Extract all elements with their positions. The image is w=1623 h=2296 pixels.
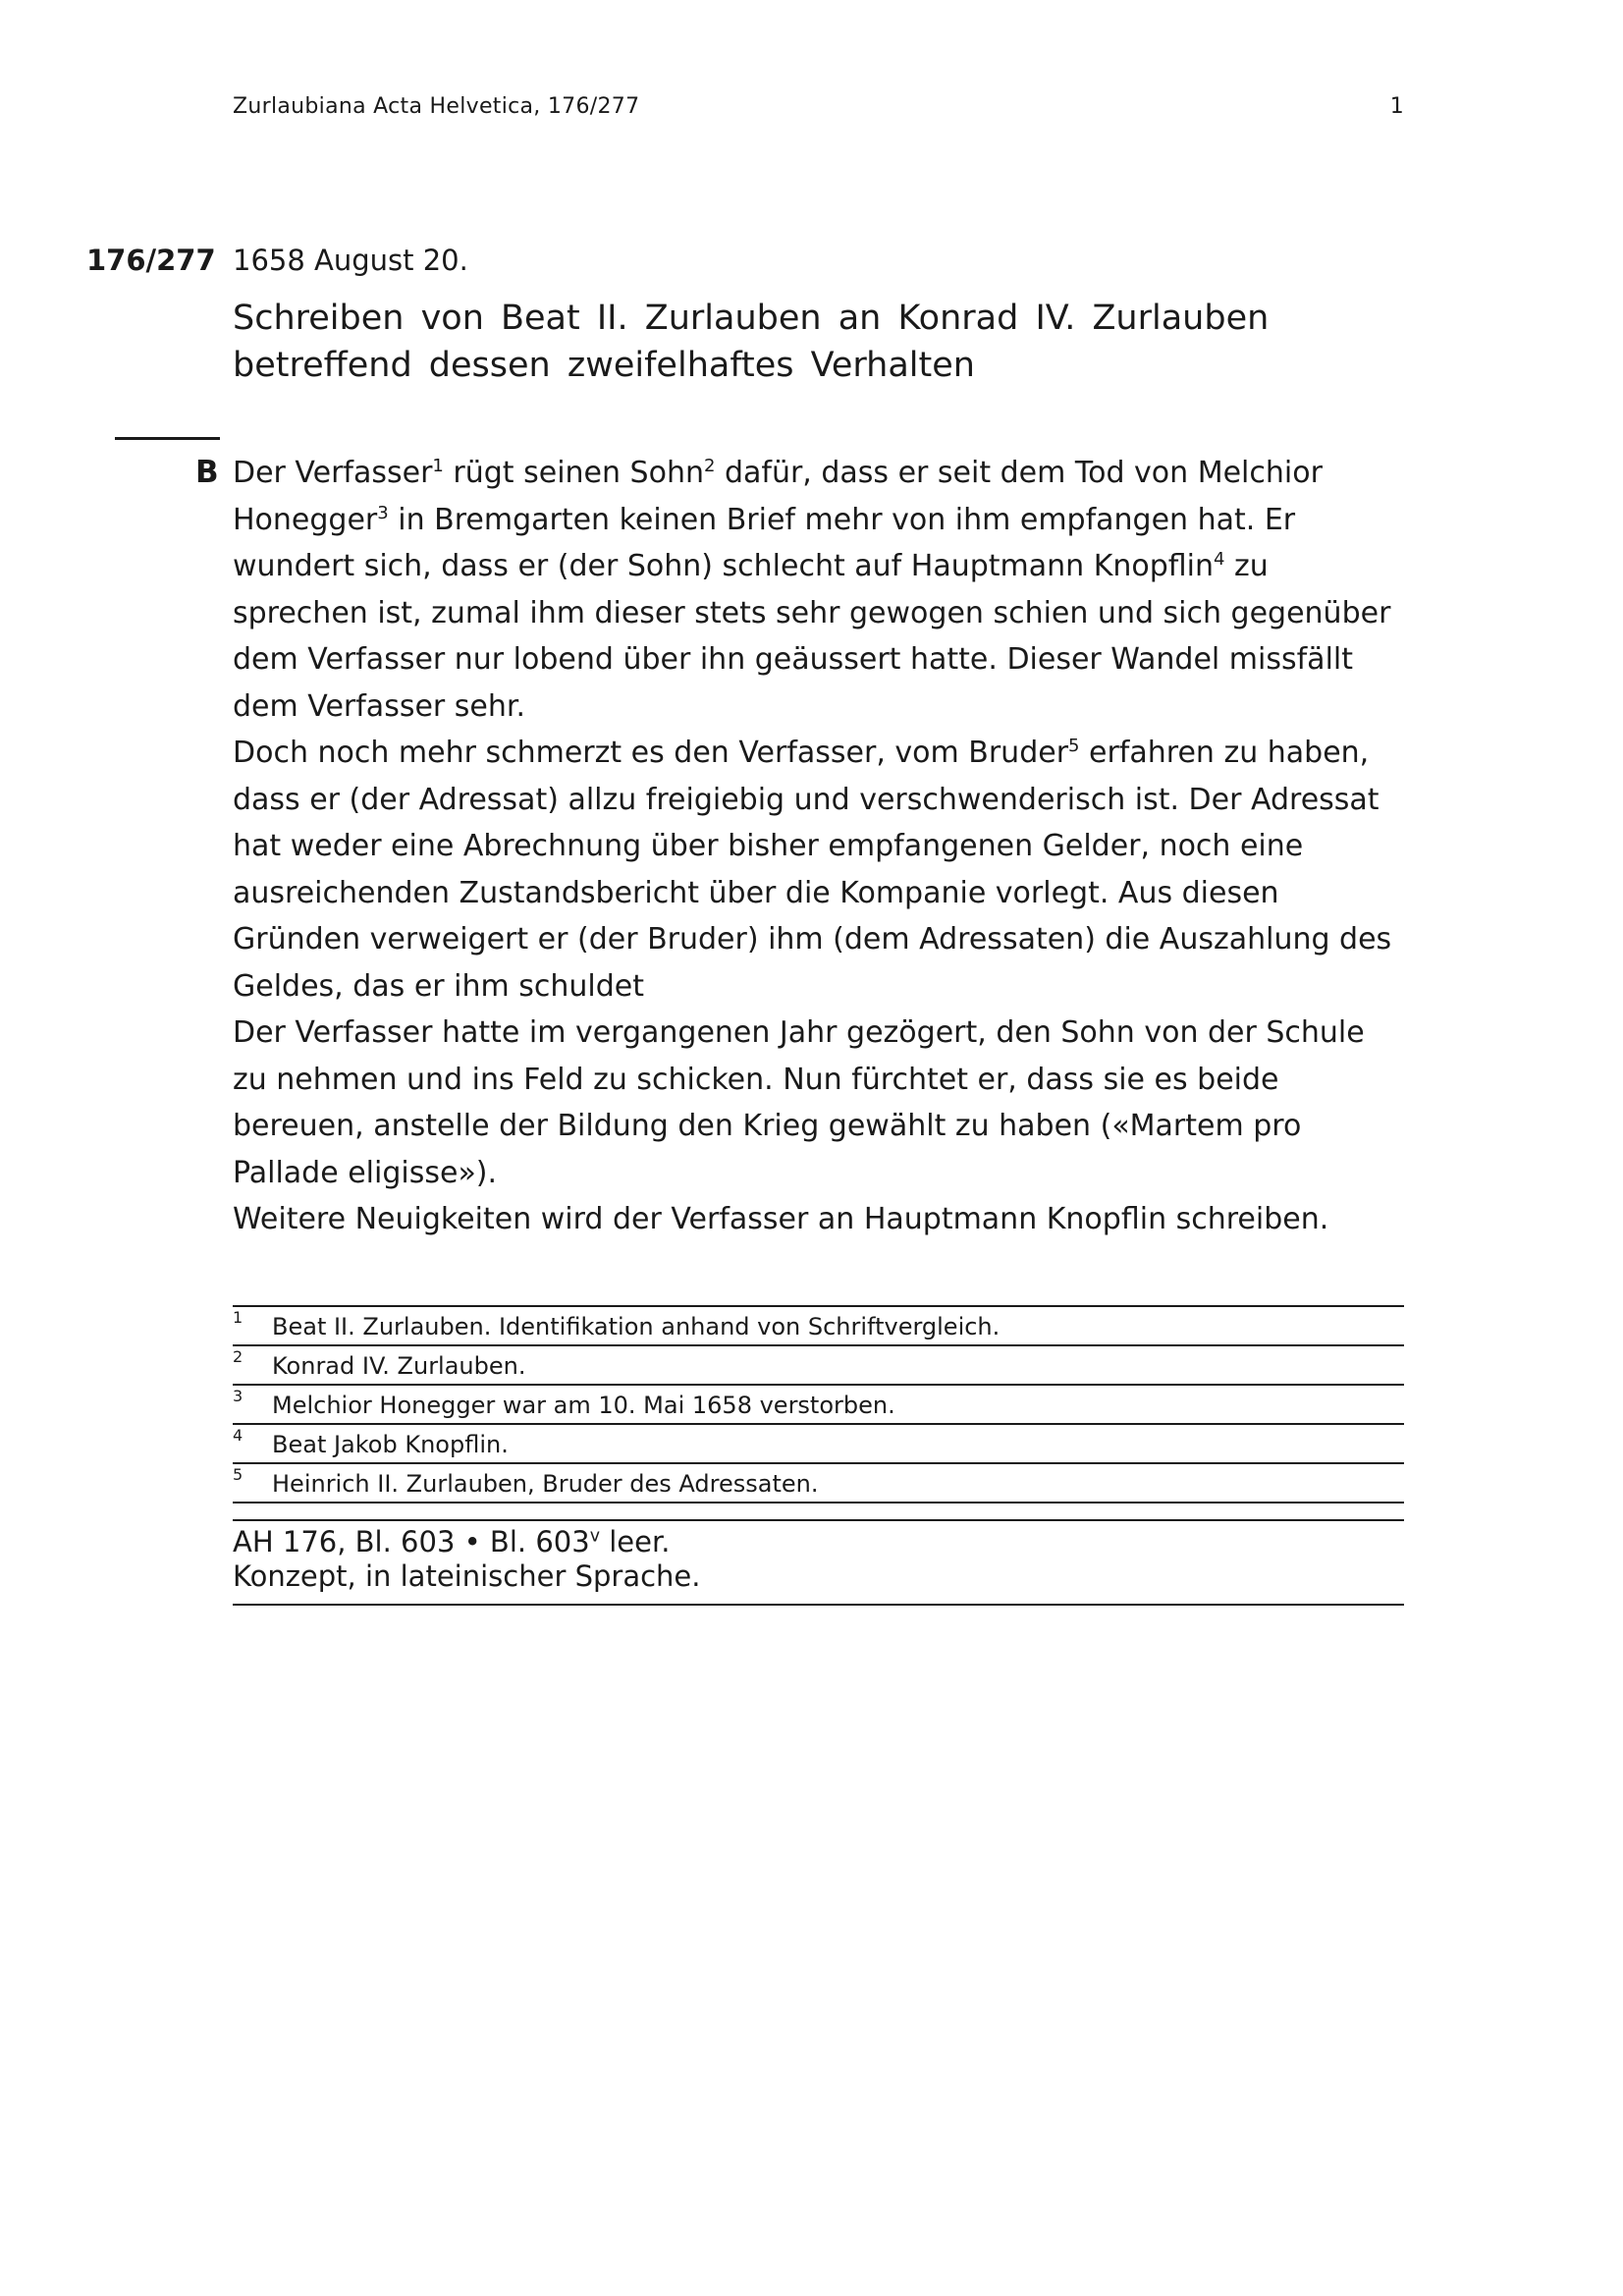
source-line-1: AH 176, Bl. 603 • Bl. 603$^v$ leer.	[233, 1525, 671, 1558]
footnote-number: 5	[233, 1465, 243, 1484]
regest-paragraph-4: Weitere Neuigkeiten wird der Verfasser an Hauptmann Knopflin schreiben.	[233, 1202, 1329, 1236]
footnote-item	[233, 1307, 1404, 1346]
footnote-item	[233, 1386, 1404, 1425]
footnote-text: Konrad IV. Zurlauben.	[272, 1352, 526, 1380]
footnote-item	[233, 1425, 1404, 1464]
section-marker: B	[195, 455, 219, 490]
footnotes	[233, 1305, 1404, 1503]
footnote-item	[233, 1464, 1404, 1503]
footnote-number: 2	[233, 1347, 243, 1366]
footnote-number: 4	[233, 1426, 243, 1445]
footnote-item	[233, 1346, 1404, 1386]
source-line-2: Konzept, in lateinischer Sprache.	[233, 1559, 701, 1593]
footnote-number: 1	[233, 1308, 243, 1327]
title-line-1: Schreiben von Beat II. Zurlauben an Konrad IV. Zurlauben	[233, 299, 1270, 338]
footnote-text: Melchior Honegger war am 10. Mai 1658 verstorben.	[272, 1392, 895, 1419]
document-date: 1658 August 20.	[233, 244, 468, 277]
footnote-ref[interactable]: 4	[1214, 549, 1225, 570]
regest-paragraph-3: Der Verfasser hatte im vergangenen Jahr gezögert, den Sohn von der Schule zu nehmen und ins Feld zu schicken. Nun fürchtet er, dass sie es beide bereuen, anstelle der Bildung den Krieg gewählt zu haben («Martem pro Pallade eligisse»).	[233, 1015, 1365, 1190]
page-number: 1	[1389, 94, 1404, 119]
footnote-text: Heinrich II. Zurlauben, Bruder des Adressaten.	[272, 1470, 819, 1498]
footnote-text: Beat Jakob Knopflin.	[272, 1431, 509, 1458]
regest-paragraph-1: Der Verfasser$^1$ rügt seinen Sohn$^2$ dafür, dass er seit dem Tod von Melchior Honegger$^3$ in Bremgarten keinen Brief mehr von ihm empfangen hat. Er wundert sich, dass er (der Sohn) schlecht auf Hauptmann Knopflin$^4$ zu sprechen ist, zumal ihm dieser stets sehr gewogen schien und sich gegenüber dem Verfasser nur lobend über ihn geäussert hatte. Dieser Wandel missfällt dem Verfasser sehr.	[233, 456, 1391, 724]
document-title	[233, 295, 1313, 389]
source-note	[233, 1519, 1404, 1606]
footnote-ref[interactable]: 5	[1068, 736, 1080, 756]
regest-text	[233, 450, 1404, 1243]
footnote-number: 3	[233, 1387, 243, 1405]
footnote-ref[interactable]: 1	[432, 456, 444, 476]
footnote-text: Beat II. Zurlauben. Identifikation anhand von Schriftvergleich.	[272, 1313, 1001, 1340]
section-rule	[115, 437, 220, 440]
regest-paragraph-2: Doch noch mehr schmerzt es den Verfasser, vom Bruder$^5$ erfahren zu haben, dass er (der Adressat) allzu freigiebig und verschwenderisch ist. Der Adressat hat weder eine Abrechnung über bisher empfangenen Gelder, noch eine ausreichenden Zustandsbericht über die Kompanie vorlegt. Aus diesen Gründen verweigert er (der Bruder) ihm (dem Adressaten) die Auszahlung des Geldes, das er ihm schuldet	[233, 736, 1392, 1004]
footnote-ref[interactable]: 3	[377, 502, 389, 523]
footnote-ref[interactable]: 2	[703, 456, 716, 476]
running-title: Zurlaubiana Acta Helvetica, 176/277	[233, 94, 640, 119]
document-number: 176/277	[86, 244, 216, 277]
title-line-2: betreffend dessen zweifelhaftes Verhalten	[233, 346, 975, 385]
running-header	[233, 94, 1404, 119]
